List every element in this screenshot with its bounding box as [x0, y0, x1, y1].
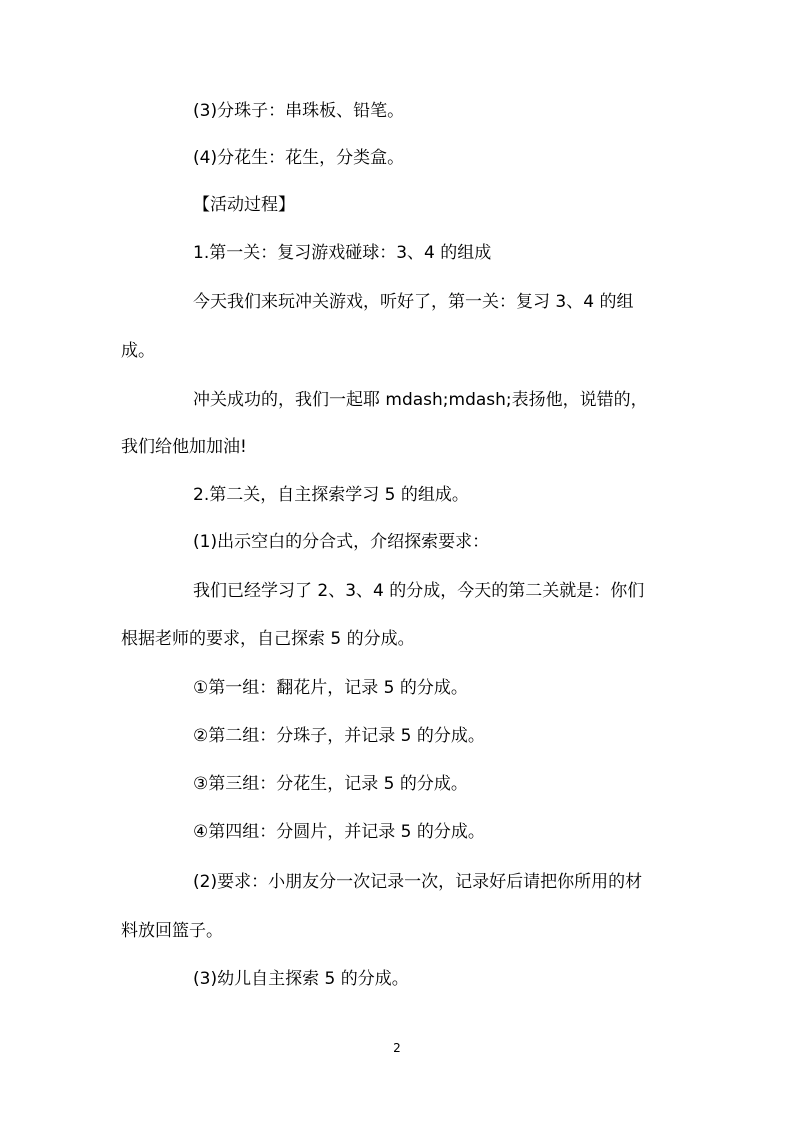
materials-beads: (3)分珠子：串珠板、铅笔。	[193, 101, 405, 121]
group-3-task: ③第三组：分花生，记录 5 的分成。	[193, 774, 468, 794]
praise-paragraph-line-1: 冲关成功的，我们一起耶 mdash;mdash;表扬他，说错的，	[193, 390, 648, 410]
materials-peanuts: (4)分花生：花生，分类盒。	[193, 148, 405, 168]
group-2-task: ②第二组：分珠子，并记录 5 的分成。	[193, 726, 485, 746]
group-4-task: ④第四组：分圆片，并记录 5 的分成。	[193, 822, 485, 842]
step-2-item-3: (3)幼儿自主探索 5 的分成。	[193, 969, 409, 989]
step-2-item-1: (1)出示空白的分合式，介绍探索要求：	[193, 532, 490, 552]
group-1-task: ①第一组：翻花片，记录 5 的分成。	[193, 678, 468, 698]
step-2-paragraph-line-2: 根据老师的要求，自己探索 5 的分成。	[121, 629, 415, 649]
step-2-paragraph-line-1: 我们已经学习了 2、3、4 的分成，今天的第二关就是：你们	[193, 581, 645, 601]
requirement-line-1: (2)要求：小朋友分一次记录一次，记录好后请把你所用的材	[193, 872, 643, 892]
step-2-heading: 2.第二关，自主探索学习 5 的组成。	[193, 485, 469, 505]
step-1-heading: 1.第一关：复习游戏碰球：3、4 的组成	[193, 243, 492, 263]
section-heading-activity-process: 【活动过程】	[193, 195, 295, 215]
step-1-paragraph-line-2: 成。	[121, 341, 155, 361]
praise-paragraph-line-2: 我们给他加加油!	[121, 437, 247, 457]
requirement-line-2: 料放回篮子。	[121, 921, 223, 941]
page-number: 2	[393, 1041, 401, 1055]
step-1-paragraph-line-1: 今天我们来玩冲关游戏，听好了，第一关：复习 3、4 的组	[193, 292, 634, 312]
